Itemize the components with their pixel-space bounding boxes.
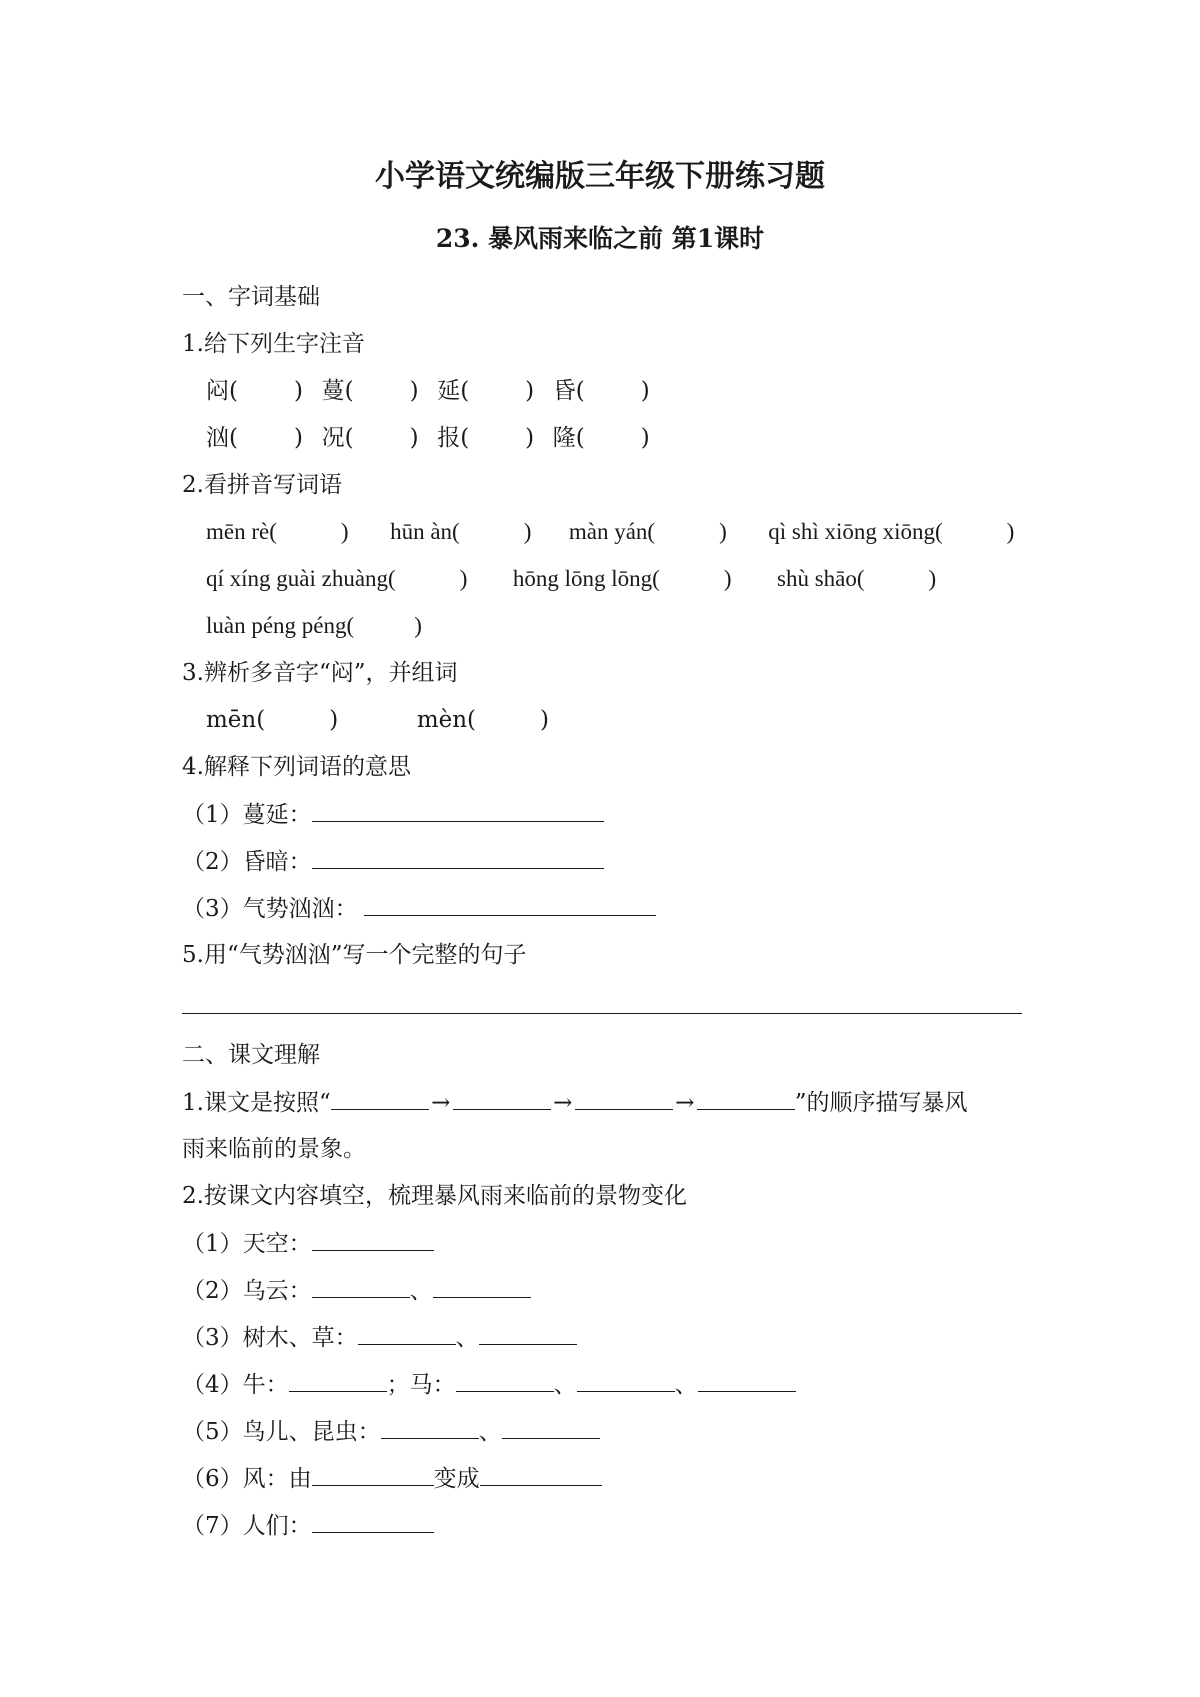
s2-q2-item-4: （4）牛： ；马： 、 、: [182, 1369, 796, 1400]
q1-row2: 汹( ) 况( ) 报( ) 隆( ): [206, 425, 650, 451]
char-item: 汹: [206, 425, 229, 451]
page-title: 小学语文统编版三年级下册练习题: [375, 159, 825, 194]
answer-blank[interactable]: [479, 1322, 577, 1345]
s2-q2-item-3: （3）树木、草： 、: [182, 1322, 577, 1353]
q3-items: mēn( ) mèn( ): [206, 707, 550, 733]
answer-blank[interactable]: [381, 1416, 479, 1439]
char-item: 蔓: [321, 378, 345, 404]
arrow-icon: →: [431, 1090, 451, 1116]
answer-blank[interactable]: [358, 1322, 456, 1345]
pinyin-item: luàn péng péng(: [206, 613, 355, 638]
answer-blank[interactable]: [456, 1369, 554, 1392]
q2-row2: qí xíng guài zhuàng( ) hōng lōng lōng( ) shù shāo( ): [206, 566, 937, 591]
sentence-answer-line[interactable]: [182, 1013, 1022, 1014]
answer-blank[interactable]: [480, 1463, 602, 1486]
q1-label: 1.给下列生字注音: [182, 331, 365, 357]
char-item: 闷: [206, 378, 229, 404]
answer-blank[interactable]: [312, 1228, 434, 1251]
pinyin-item: màn yán(: [568, 519, 656, 544]
pinyin-item: qì shì xiōng xiōng(: [768, 519, 943, 544]
s2-q1-line2: 雨来临前的景象。: [182, 1136, 366, 1162]
section1-heading: 一、字词基础: [182, 284, 320, 310]
q2-row1: mēn rè( ) hūn àn( ) màn yán( ) qì shì xiōng xiōng( ): [206, 519, 1015, 544]
answer-blank[interactable]: [502, 1416, 600, 1439]
order-blank-1[interactable]: [331, 1087, 429, 1110]
s2-q2-item-2: （2）乌云： 、: [182, 1275, 531, 1306]
answer-blank[interactable]: [312, 1463, 434, 1486]
arrow-icon: →: [553, 1090, 573, 1116]
answer-blank[interactable]: [312, 846, 604, 869]
answer-blank[interactable]: [312, 1275, 410, 1298]
char-item: 昏: [552, 378, 576, 404]
pinyin-item: hūn àn(: [390, 519, 460, 544]
char-item: 延: [437, 378, 461, 404]
pinyin-item: mēn rè(: [206, 519, 277, 544]
lesson-subtitle: 23. 暴风雨来临之前 第1课时: [435, 224, 765, 253]
pinyin-item: shù shāo(: [777, 566, 865, 591]
q2-label: 2.看拼音写词语: [182, 472, 342, 498]
q4-item-1: （1）蔓延：: [182, 799, 604, 830]
q4-item-3: （3）气势汹汹：: [182, 893, 656, 924]
q1-row1: 闷( ) 蔓( ) 延( ) 昏( ): [206, 378, 650, 404]
arrow-icon: →: [675, 1090, 695, 1116]
answer-blank[interactable]: [577, 1369, 675, 1392]
char-item: 隆: [552, 425, 576, 451]
section2-heading: 二、课文理解: [182, 1042, 320, 1068]
s2-q2-label: 2.按课文内容填空，梳理暴风雨来临前的景物变化: [182, 1183, 687, 1209]
char-item: 报: [437, 425, 461, 451]
pinyin-item: hōng lōng lōng(: [512, 566, 660, 591]
q3-label: 3.辨析多音字“闷”，并组词: [182, 660, 458, 686]
s2-q2-item-6: （6）风：由 变成: [182, 1463, 602, 1494]
q4-item-2: （2）昏暗：: [182, 846, 604, 877]
s2-q2-item-7: （7）人们：: [182, 1510, 434, 1541]
s2-q1-line1: 1.课文是按照“ → → → ”的顺序描写暴风: [182, 1087, 967, 1118]
answer-blank[interactable]: [433, 1275, 531, 1298]
s2-q2-item-5: （5）鸟儿、昆虫： 、: [182, 1416, 600, 1447]
answer-blank[interactable]: [289, 1369, 387, 1392]
answer-blank[interactable]: [312, 799, 604, 822]
answer-blank[interactable]: [312, 1510, 434, 1533]
answer-blank[interactable]: [364, 893, 656, 916]
order-blank-3[interactable]: [575, 1087, 673, 1110]
answer-blank[interactable]: [698, 1369, 796, 1392]
order-blank-4[interactable]: [697, 1087, 795, 1110]
polyphone-item: mèn(: [416, 707, 477, 733]
pinyin-item: qí xíng guài zhuàng(: [206, 566, 396, 591]
q5-label: 5.用“气势汹汹”写一个完整的句子: [182, 942, 527, 968]
order-blank-2[interactable]: [453, 1087, 551, 1110]
char-item: 况: [321, 425, 345, 451]
q2-row3: luàn péng péng( ): [206, 613, 422, 638]
q4-label: 4.解释下列词语的意思: [182, 754, 411, 780]
s2-q2-item-1: （1）天空：: [182, 1228, 434, 1259]
polyphone-item: mēn(: [206, 707, 266, 733]
